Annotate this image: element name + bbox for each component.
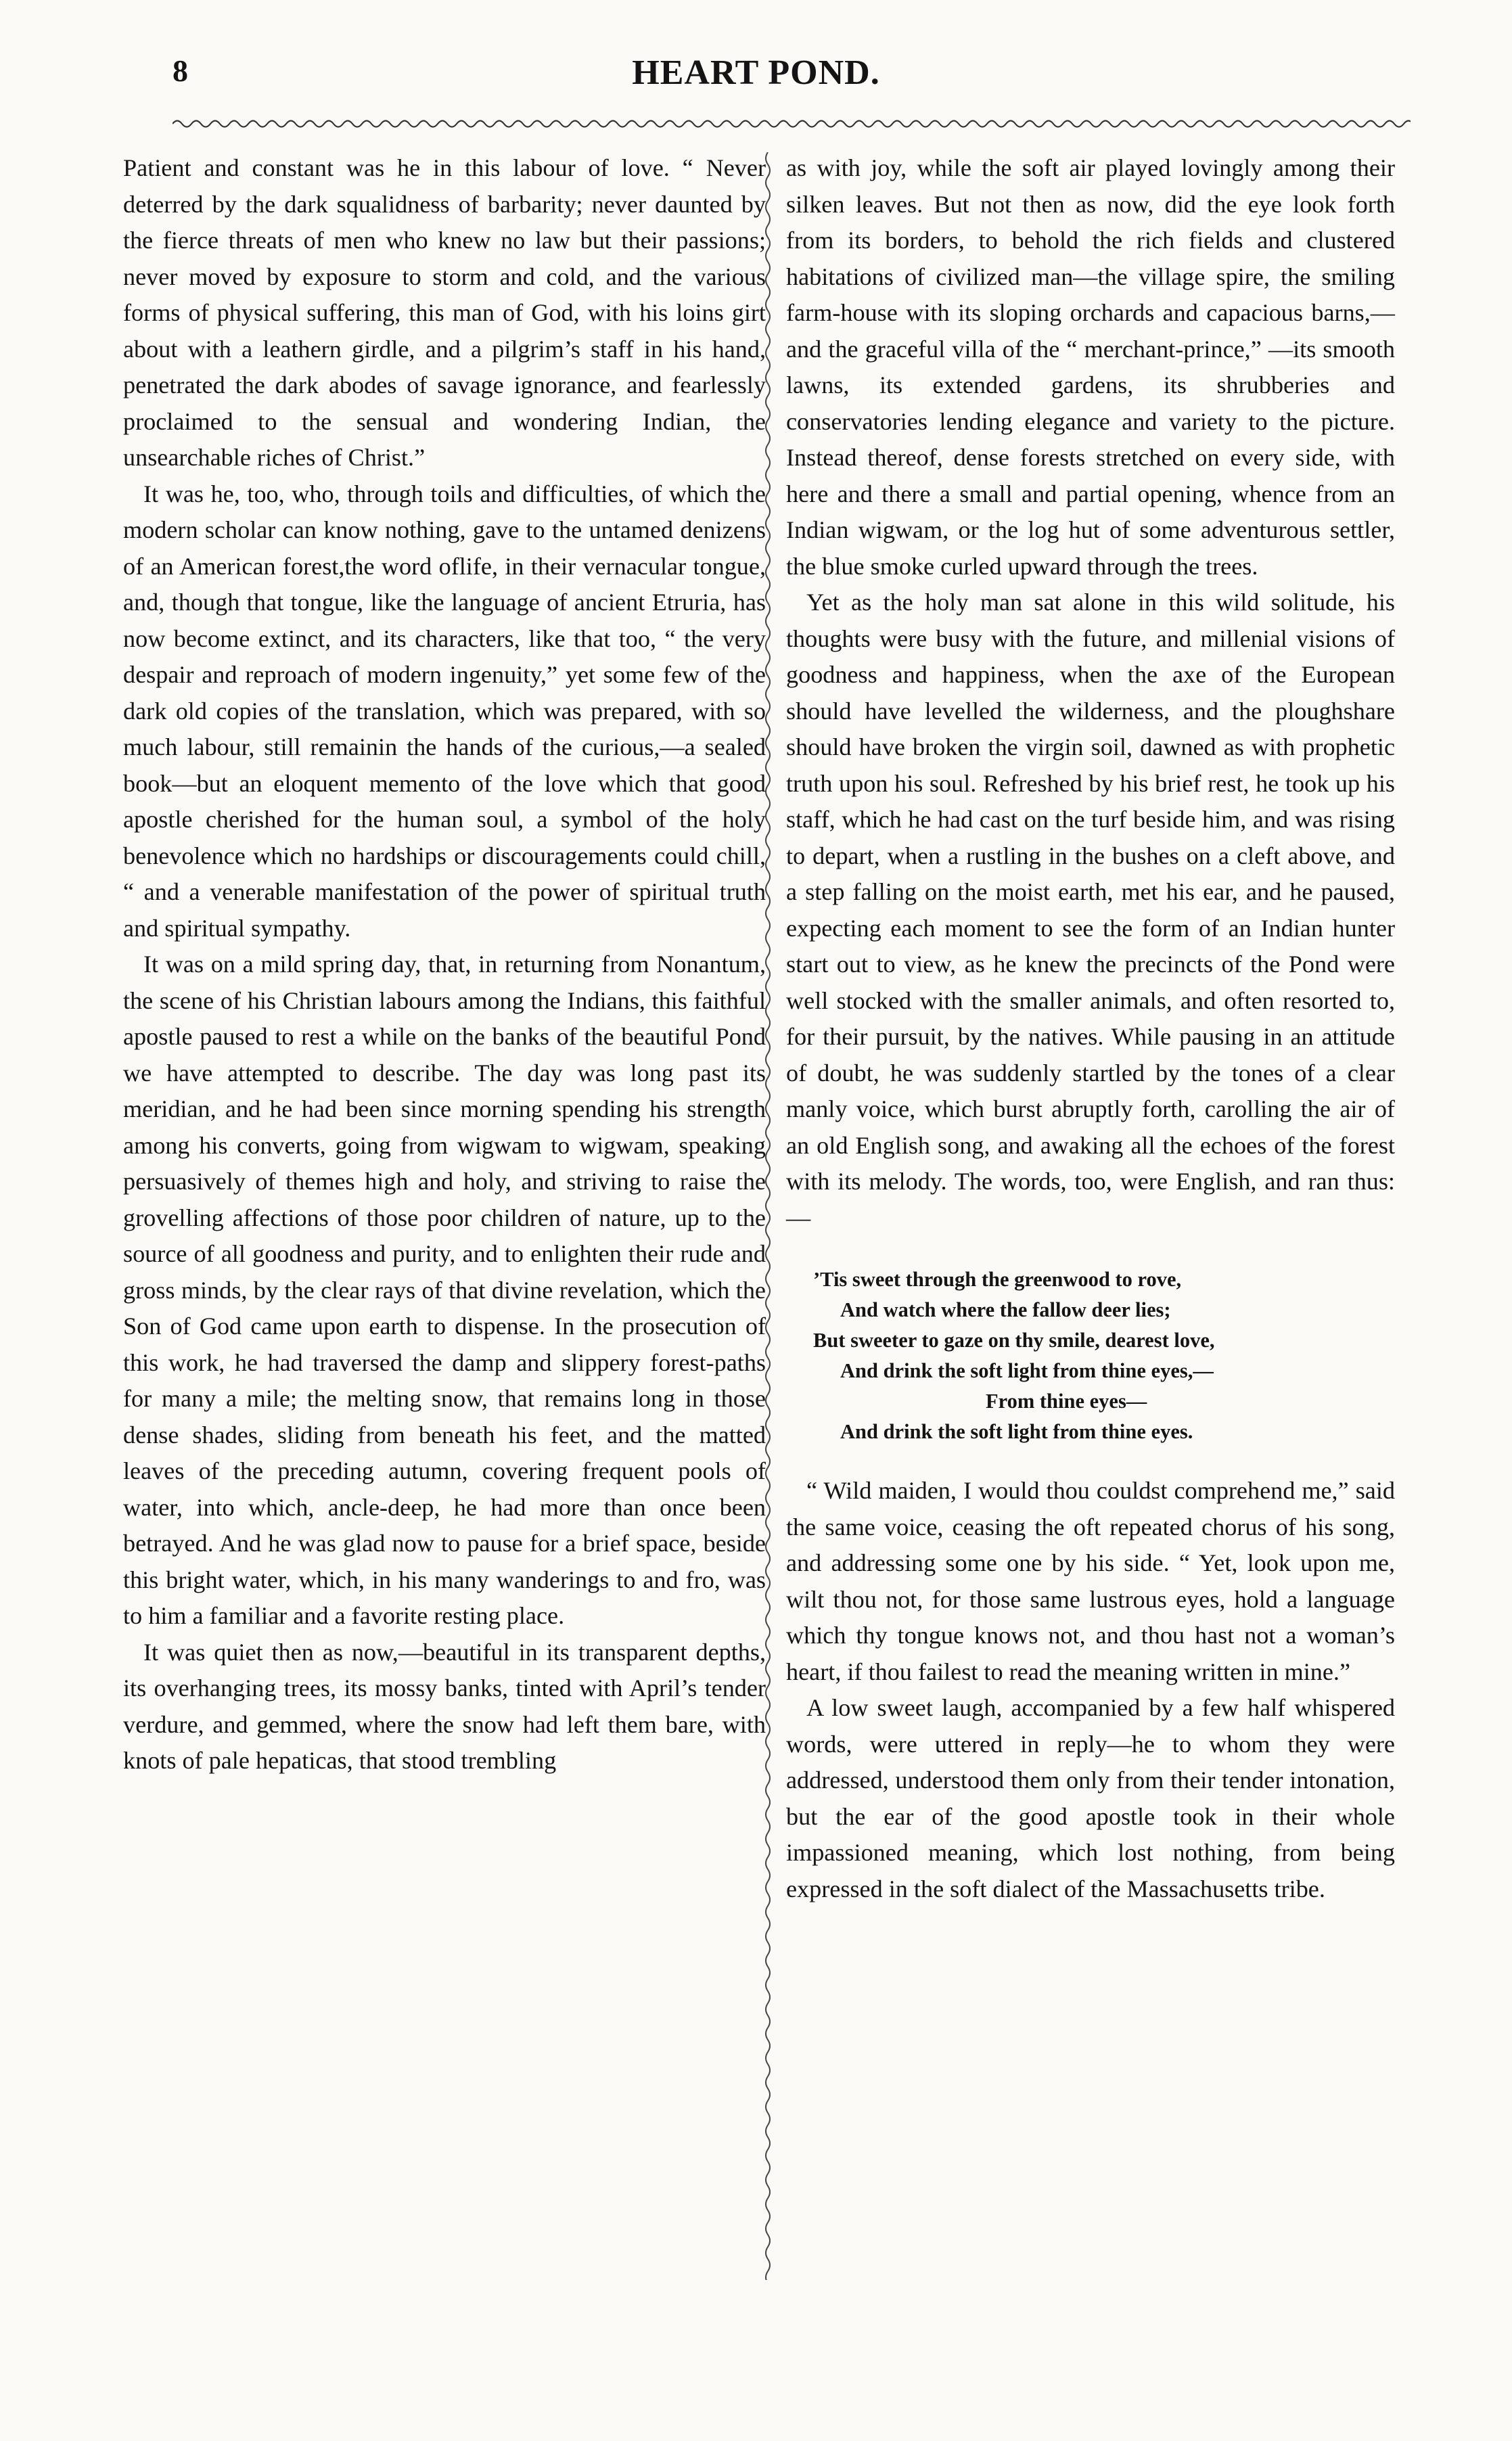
paragraph: It was on a mild spring day, that, in returning from Nonantum, the scene of his Christian labours among the Indians, this faithful apostle paused to rest a while on the banks of the beautiful Pond we have attempted to describe. The day was long past its meridian, and he had been since morning spending his strength among his converts, going from wigwam to wigwam, speaking persuasively of themes high and holy, and striving to raise the grovelling affections of those poor children of nature, up to the source of all goodness and purity, and to enlighten their rude and gross minds, by the clear rays of that divine revelation, which the Son of God came upon earth to dispense. In the prosecution of this work, he had traversed the damp and slippery forest-paths for many a mile; the melting snow, that remains long in those dense shades, sliding from beneath his feet, and the matted leaves of the preceding autumn, covering frequent pools of water, into which, ancle-deep, he had more than once been betrayed. And he was glad now to pause for a brief space, beside this bright water, which, in his many wanderings to and fro, was to him a familiar and a favorite resting place. bbox=[123, 951, 766, 1629]
verse-line: And watch where the fallow deer lies; bbox=[840, 1298, 1171, 1321]
verse-line: From thine eyes— bbox=[986, 1390, 1147, 1413]
page-header bbox=[0, 53, 1512, 107]
page-number: 8 bbox=[173, 53, 188, 88]
paragraph: Patient and constant was he in this labour of love. “ Never deterred by the dark squalidness of barbarity; never daunted by the fierce threats of men who knew no law but their passions; never moved by exposure to storm and cold, and the various forms of physical suffering, this man of God, with his loins girt about with a leathern girdle, and a pilgrim’s staff in his hand, penetrated the dark abodes of savage ignorance, and fearlessly proclaimed to the sensual and wondering Indian, the unsearchable riches of Christ.” bbox=[123, 154, 766, 471]
wavy-rule bbox=[173, 114, 1411, 134]
paragraph: Yet as the holy man sat alone in this wild solitude, his thoughts were busy with the future, and millenial visions of goodness and happiness, when the axe of the European should have levelled the wilderness, and the ploughshare should have broken the virgin soil, dawned as with prophetic truth upon his soul. Refreshed by his brief rest, he took up his staff, which he had cast on the turf beside him, and was rising to depart, when a rustling in the bushes on a cleft above, and a step falling on the moist earth, met his ear, and he paused, expecting each moment to see the form of an Indian hunter start out to view, as he knew the precincts of the Pond were well stocked with the smaller animals, and often resorted to, for their pursuit, by the natives. While pausing in an attitude of doubt, he was suddenly startled by the tones of a clear manly voice, which burst abruptly forth, carolling the air of an old English song, and awaking all the echoes of the forest with its melody. The words, too, were English, and ran thus:— bbox=[786, 589, 1395, 1231]
song-verse bbox=[813, 1264, 1395, 1447]
paragraph: “ Wild maiden, I would thou couldst comprehend me,” said the same voice, ceasing the oft repeated chorus of his song, and addressing some one by his side. “ Yet, look upon me, wilt thou not, for those same lustrous eyes, hold a language which thy tongue knows not, and thou hast not a woman’s heart, if thou failest to read the meaning written in mine.” bbox=[786, 1477, 1395, 1685]
paragraph: A low sweet laugh, accompanied by a few half whispered words, were uttered in reply—he to whom they were addressed, understood them only from their tender intonation, but the ear of the good apostle took in their whole impassioned meaning, which lost nothing, from being expressed in the soft dialect of the Massachusetts tribe. bbox=[786, 1694, 1395, 1902]
paragraph: as with joy, while the soft air played lovingly among their silken leaves. But not then as now, did the eye look forth from its borders, to behold the rich fields and clustered habitations of civilized man—the village spire, the smiling farm-house with its sloping orchards and capacious barns,—and the graceful villa of the “ merchant-prince,” —its smooth lawns, its extended gardens, its shrubberies and conservatories lending elegance and variety to the picture. Instead thereof, dense forests stretched on every side, with here and there a small and partial opening, whence from an Indian wigwam, or the log hut of some adventurous settler, the blue smoke curled upward through the trees. bbox=[786, 154, 1395, 580]
left-column bbox=[123, 150, 766, 1779]
paragraph: It was quiet then as now,—beautiful in its transparent depths, its overhanging trees, its mossy banks, tinted with April’s tender verdure, and gemmed, where the snow had left them bare, with knots of pale hepaticas, that stood trembling bbox=[123, 1638, 766, 1774]
right-column bbox=[786, 150, 1395, 1907]
running-title: HEART POND. bbox=[632, 53, 880, 92]
verse-line: And drink the soft light from thine eyes. bbox=[840, 1420, 1193, 1443]
verse-line: And drink the soft light from thine eyes,— bbox=[840, 1359, 1214, 1382]
verse-line: But sweeter to gaze on thy smile, dearest love, bbox=[813, 1329, 1215, 1352]
verse-line: ’Tis sweet through the greenwood to rove, bbox=[813, 1268, 1182, 1291]
paragraph: It was he, too, who, through toils and difficulties, of which the modern scholar can know nothing, gave to the untamed denizens of an American forest,the word oflife, in their vernacular tongue, and, though that tongue, like the language of ancient Etruria, has now become extinct, and its characters, like that too, “ the very despair and reproach of modern ingenuity,” yet some few of the dark old copies of the translation, which was prepared, with so much labour, still remainin the hands of the curious,—a sealed book—but an eloquent memento of the love which that good apostle cherished for the human soul, a symbol of the holy benevolence which no hardships or discouragements could chill, “ and a venerable manifestation of the power of spiritual truth and spiritual sympathy. bbox=[123, 480, 766, 942]
